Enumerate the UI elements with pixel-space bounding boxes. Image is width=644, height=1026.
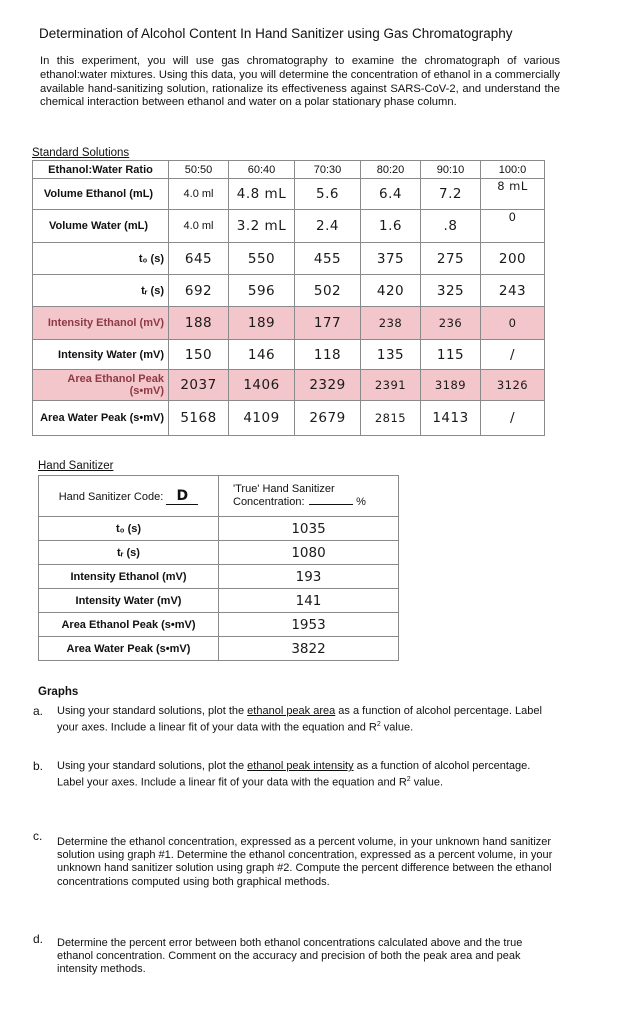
table-cell: 1406 [229,370,295,401]
table-cell: 2391 [361,370,421,401]
question-a [33,704,557,735]
header-cell: 100:0 [481,161,545,179]
table-cell: 1035 [219,517,399,541]
table-cell: 692 [169,275,229,307]
row-label: tᵣ (s) [39,541,219,565]
table-cell: 236 [421,307,481,340]
table-cell: 3126 [481,370,545,401]
question-letter: c. [33,829,43,843]
table-cell: 6.4 [361,179,421,210]
table-cell: 550 [229,243,295,275]
table-cell: 135 [361,340,421,370]
row-label: Intensity Ethanol (mV) [39,565,219,589]
table-row [39,613,399,637]
table-row [39,565,399,589]
table-cell: 275 [421,243,481,275]
row-label: t₀ (s) [33,243,169,275]
table-row [33,243,545,275]
question-c [33,829,555,889]
table-row [33,275,545,307]
row-label: Intensity Water (mV) [33,340,169,370]
question-letter: d. [33,932,44,946]
question-text: as a function of alcohol percentage. Label your axes. Include a linear fit of your data with the equation and R [57,760,531,789]
question-letter: b. [33,759,44,773]
code-value: D [166,488,198,505]
table-cell: / [481,401,545,436]
table-cell: .8 [421,210,481,243]
row-label: Area Water Peak (s•mV) [33,401,169,436]
table-cell: 200 [481,243,545,275]
table-cell: 7.2 [421,179,481,210]
question-text: Determine the percent error between both ethanol concentrations calculated above and the true ethanol concentration. Comment on the accuracy and precision of both the peak area and peak intensity methods. [57,937,523,976]
question-b [33,759,557,790]
standard-solutions-heading: Standard Solutions [32,147,130,159]
table-row [39,589,399,613]
table-cell: 3.2 mL [229,210,295,243]
table-cell: 502 [295,275,361,307]
row-label: Area Ethanol Peak (s•mV) [33,370,169,401]
table-cell: 146 [229,340,295,370]
table-row [33,401,545,436]
table-cell: 1953 [219,613,399,637]
table-cell: 4.0 ml [169,179,229,210]
question-text: Using your standard solutions, plot the [57,705,248,717]
table-cell: 2037 [169,370,229,401]
table-cell: 4109 [229,401,295,436]
table-cell: 0 [481,307,545,340]
true-concentration-field [309,496,398,509]
table-cell: 118 [295,340,361,370]
table-cell: 0 [481,210,545,243]
graphs-heading: Graphs [38,686,79,698]
row-label: Volume Ethanol (mL) [33,179,169,210]
table-row [39,517,399,541]
table-cell: 115 [421,340,481,370]
question-text: Determine the ethanol concentration, expressed as a percent volume, in your unknown hand sanitizer solution using graph #1. Determine the ethanol concentration, expressed as a percent volume, in your unknown hand sanitizer solution using graph #2. Compute the percent difference between the ethanol concentrations computed using both graphical methods. [57,836,553,888]
row-label: Volume Water (mL) [33,210,169,243]
superscript: 2 [376,721,381,729]
table-cell: 189 [229,307,295,340]
hand-sanitizer-table [38,475,399,661]
header-cell: 90:10 [421,161,481,179]
table-cell: 5.6 [295,179,361,210]
table-cell: 1.6 [361,210,421,243]
question-emphasis: ethanol peak area [247,705,336,717]
code-label: Hand Sanitizer Code: [58,490,164,503]
table-cell: 4.8 mL [229,179,295,210]
superscript: 2 [406,776,411,784]
row-label: Area Ethanol Peak (s•mV) [39,613,219,637]
row-label: Intensity Ethanol (mV) [33,307,169,340]
question-text: Using your standard solutions, plot the [57,760,248,772]
table-cell: 1413 [421,401,481,436]
table-cell: 177 [295,307,361,340]
header-cell: 50:50 [169,161,229,179]
hand-sanitizer-heading: Hand Sanitizer [38,460,114,472]
table-header-row [39,476,399,517]
table-cell: 5168 [169,401,229,436]
table-cell: 243 [481,275,545,307]
table-row [33,210,545,243]
table-cell: 3189 [421,370,481,401]
question-text: value. [410,776,444,789]
table-row [33,340,545,370]
table-cell: 325 [421,275,481,307]
true-concentration-label: 'True' Hand Sanitizer Concentration: [233,483,335,508]
question-d [33,932,555,977]
question-text: value. [380,721,414,734]
table-row [39,541,399,565]
table-header-row [33,161,545,179]
question-letter: a. [33,704,44,718]
table-row [33,179,545,210]
table-cell: 2815 [361,401,421,436]
header-cell: 80:20 [361,161,421,179]
table-row [33,307,545,340]
true-concentration-blank [309,504,353,505]
table-cell: 3822 [219,637,399,661]
intro-paragraph: In this experiment, you will use gas chromatography to examine the chromatograph of various ethanol:water mixtures. Using this data, you will determine the concentration of ethanol in a commercially available hand-sanitizing solution, rationalize its effectiveness against SARS-CoV-2, and understand the chemical interaction between ethanol and water on a polar stationary phase column. [40,55,560,109]
table-row [33,370,545,401]
question-emphasis: ethanol peak intensity [247,760,354,772]
table-cell: 645 [169,243,229,275]
true-concentration-unit: % [356,496,366,508]
table-cell: 375 [361,243,421,275]
header-cell: 60:40 [229,161,295,179]
table-cell: / [481,340,545,370]
true-concentration-cell [219,476,399,517]
table-cell: 2329 [295,370,361,401]
table-cell: 141 [219,589,399,613]
table-cell: 2.4 [295,210,361,243]
page-title: Determination of Alcohol Content In Hand Sanitizer using Gas Chromatography [39,26,513,41]
row-label: Intensity Water (mV) [39,589,219,613]
row-label: tᵣ (s) [33,275,169,307]
table-cell: 4.0 ml [169,210,229,243]
header-cell: 70:30 [295,161,361,179]
row-label: Area Water Peak (s•mV) [39,637,219,661]
table-cell: 1080 [219,541,399,565]
table-cell: 193 [219,565,399,589]
table-row [39,637,399,661]
table-cell: 188 [169,307,229,340]
row-label: t₀ (s) [39,517,219,541]
table-cell: 596 [229,275,295,307]
table-cell: 455 [295,243,361,275]
table-cell: 150 [169,340,229,370]
table-cell: 8 mL [481,179,545,210]
question-text: as a function of alcohol percentage. Label your axes. Include a linear fit of your data with the equation and R [57,705,542,734]
header-cell: Ethanol:Water Ratio [33,161,169,179]
table-cell: 2679 [295,401,361,436]
table-cell: 420 [361,275,421,307]
table-cell: 238 [361,307,421,340]
standard-solutions-table [32,160,545,436]
code-cell [39,476,219,517]
